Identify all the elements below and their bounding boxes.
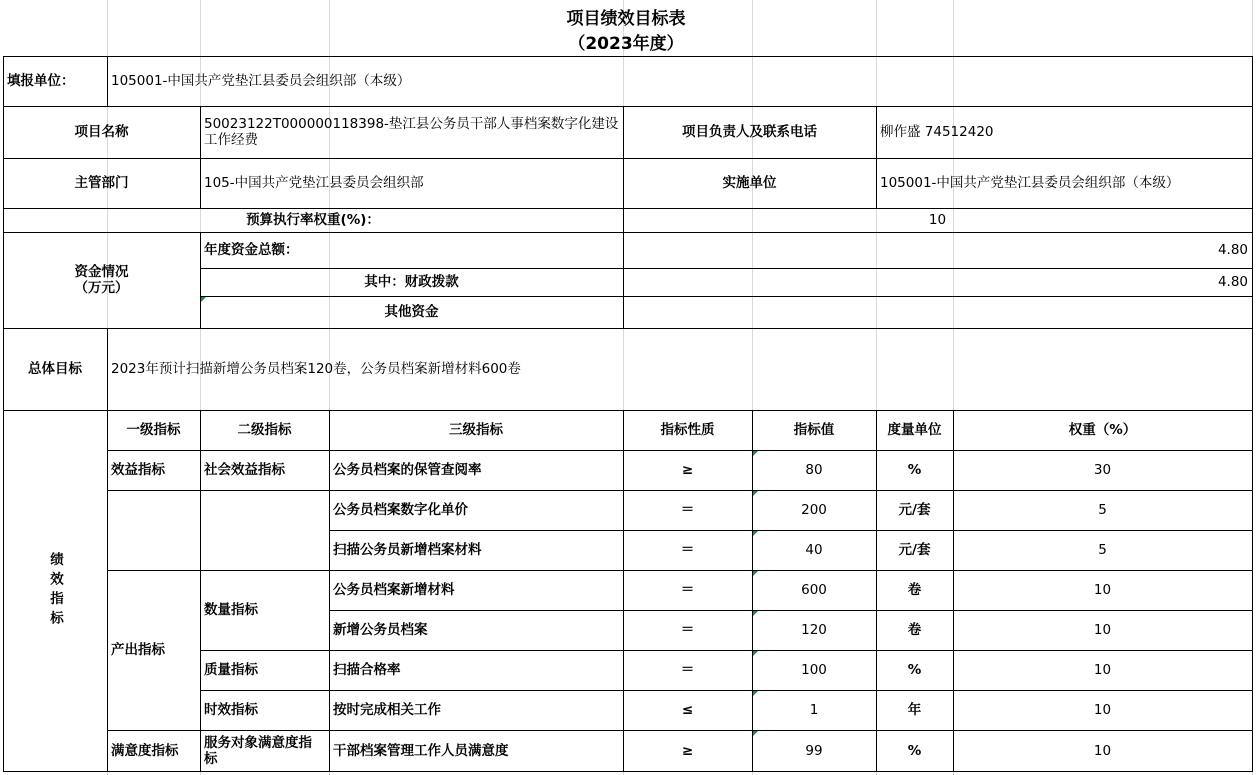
page-title: 项目绩效目标表	[566, 9, 686, 29]
border-line	[3, 56, 1252, 57]
row-l3: 干部档案管理工作人员满意度	[333, 743, 509, 759]
row-value[interactable]: 120	[801, 622, 827, 638]
row-unit[interactable]: %	[907, 462, 922, 478]
row-value[interactable]: 40	[805, 542, 823, 558]
report-unit-label: 填报单位：	[7, 73, 75, 89]
border-line	[329, 410, 330, 772]
cell-marker-icon	[753, 491, 758, 496]
border-line	[3, 158, 1252, 159]
cell-marker-icon	[753, 731, 758, 736]
l1-output: 产出指标	[111, 642, 165, 658]
border-line	[200, 690, 1252, 691]
row-unit[interactable]: %	[907, 743, 922, 759]
row-l3: 扫描公务员新增档案材料	[333, 542, 482, 558]
budget-rate-value[interactable]: 10	[928, 212, 947, 228]
row-nature[interactable]: ＝	[680, 542, 695, 558]
row-l3: 扫描合格率	[333, 662, 401, 678]
border-line	[329, 530, 1252, 531]
header-value: 指标值	[793, 422, 835, 438]
row-value[interactable]: 600	[801, 582, 827, 598]
row-value[interactable]: 80	[805, 462, 823, 478]
border-line	[200, 268, 1252, 269]
row-nature[interactable]: ＝	[680, 502, 695, 518]
row-unit[interactable]: 卷	[907, 622, 922, 638]
project-name-value[interactable]: 50023122T000000118398-垫江县公务员干部人事档案数字化建设工作经费	[204, 116, 619, 148]
page-subtitle: （2023年度）	[568, 34, 684, 54]
dept-label: 主管部门	[74, 175, 129, 191]
border-line	[200, 296, 1252, 297]
row-nature[interactable]: ≥	[681, 743, 694, 759]
border-line	[3, 232, 1252, 233]
cell-marker-icon	[753, 611, 758, 616]
border-line	[107, 570, 1252, 571]
impl-value[interactable]: 105001-中国共产党垫江县委员会组织部（本级）	[880, 175, 1180, 191]
cell-marker-icon	[753, 651, 758, 656]
row-value[interactable]: 99	[805, 743, 823, 759]
row-unit[interactable]: 年	[907, 702, 922, 718]
header-l1: 一级指标	[126, 422, 181, 438]
border-line	[3, 56, 4, 772]
row-weight[interactable]: 30	[1093, 462, 1112, 478]
row-l3: 公务员档案数字化单价	[333, 502, 468, 518]
perf-label-cell	[3, 410, 107, 772]
project-name-label: 项目名称	[74, 124, 129, 140]
border-line	[107, 450, 1252, 451]
l1-blank	[107, 490, 200, 570]
border-line	[3, 106, 1252, 107]
l1-benefit: 效益指标	[111, 462, 165, 478]
border-line	[107, 328, 108, 772]
dept-value[interactable]: 105-中国共产党垫江县委员会组织部	[204, 175, 424, 191]
row-weight[interactable]: 5	[1098, 502, 1107, 518]
perf-label: 绩效指标	[47, 552, 63, 630]
border-line	[107, 730, 1252, 731]
row-value[interactable]: 1	[809, 702, 819, 718]
row-unit[interactable]: %	[907, 662, 922, 678]
row-unit[interactable]: 元/套	[898, 542, 931, 558]
responsible-label: 项目负责人及联系电话	[682, 124, 817, 140]
l2-timeliness: 时效指标	[204, 702, 258, 718]
fiscal-value[interactable]: 4.80	[1217, 274, 1248, 290]
annual-total-value[interactable]: 4.80	[1217, 242, 1248, 258]
fiscal-label: 其中：财政拨款	[364, 274, 459, 290]
header-l2: 二级指标	[237, 422, 292, 438]
row-l3: 按时完成相关工作	[333, 702, 441, 718]
other-value[interactable]	[623, 296, 1252, 328]
border-line	[3, 328, 1252, 329]
impl-label: 实施单位	[722, 175, 777, 191]
border-line	[623, 410, 624, 772]
row-weight[interactable]: 10	[1093, 743, 1112, 759]
funds-label: 资金情况	[74, 264, 129, 280]
goal-label: 总体目标	[28, 361, 82, 377]
header-l3: 三级指标	[449, 422, 503, 438]
annual-total-label: 年度资金总额：	[204, 242, 299, 258]
row-weight[interactable]: 10	[1093, 702, 1112, 718]
row-weight[interactable]: 10	[1093, 662, 1112, 678]
row-nature[interactable]: ＝	[680, 662, 695, 678]
responsible-value[interactable]: 柳作盛 74512420	[880, 124, 994, 140]
row-weight[interactable]: 10	[1093, 622, 1112, 638]
report-unit-value[interactable]: 105001-中国共产党垫江县委员会组织部（本级）	[111, 73, 411, 89]
border-line	[876, 410, 877, 772]
cell-marker-icon	[753, 571, 758, 576]
border-line	[876, 106, 877, 208]
border-line	[1252, 56, 1253, 772]
l2-quality: 质量指标	[204, 662, 258, 678]
goal-value[interactable]: 2023年预计扫描新增公务员档案120卷，公务员档案新增材料600卷	[111, 361, 521, 377]
border-line	[752, 410, 753, 772]
border-line	[200, 106, 201, 208]
row-weight[interactable]: 5	[1098, 542, 1107, 558]
cell-marker-icon	[753, 451, 758, 456]
row-l3: 新增公务员档案	[333, 622, 428, 638]
row-nature[interactable]: ≥	[681, 462, 694, 478]
l2-blank	[200, 490, 329, 570]
border-line	[329, 610, 1252, 611]
other-label: 其他资金	[384, 304, 439, 320]
budget-rate-label: 预算执行率权重(%)：	[246, 212, 380, 228]
l2-service-satisfaction: 服务对象满意度指标	[204, 735, 312, 767]
border-line	[107, 490, 1252, 491]
funds-label-cell	[3, 232, 200, 328]
cell-marker-icon	[201, 297, 206, 302]
funds-unit: （万元）	[74, 280, 129, 296]
row-nature[interactable]: ≤	[681, 702, 694, 718]
l2-social-benefit: 社会效益指标	[204, 462, 285, 478]
border-line	[3, 208, 1252, 209]
row-weight[interactable]: 10	[1093, 582, 1112, 598]
row-value[interactable]: 200	[801, 502, 827, 518]
border-line	[3, 771, 1252, 772]
row-nature[interactable]: ＝	[680, 582, 695, 598]
row-l3: 公务员档案新增材料	[333, 582, 455, 598]
border-line	[200, 232, 201, 328]
l1-satisfaction: 满意度指标	[111, 743, 179, 759]
header-unit: 度量单位	[887, 422, 942, 438]
border-line	[623, 106, 624, 328]
row-nature[interactable]: ＝	[680, 622, 695, 638]
row-unit[interactable]: 元/套	[898, 502, 931, 518]
header-nature: 指标性质	[660, 422, 715, 438]
row-unit[interactable]: 卷	[907, 582, 922, 598]
cell-marker-icon	[753, 691, 758, 696]
border-line	[200, 650, 1252, 651]
border-line	[200, 410, 201, 772]
row-value[interactable]: 100	[801, 662, 827, 678]
row-l3: 公务员档案的保管查阅率	[333, 462, 482, 478]
border-line	[3, 410, 1252, 411]
border-line	[953, 410, 954, 772]
l2-quantity: 数量指标	[204, 602, 258, 618]
header-weight: 权重（%）	[1068, 422, 1137, 438]
border-line	[107, 56, 108, 106]
cell-marker-icon	[753, 531, 758, 536]
